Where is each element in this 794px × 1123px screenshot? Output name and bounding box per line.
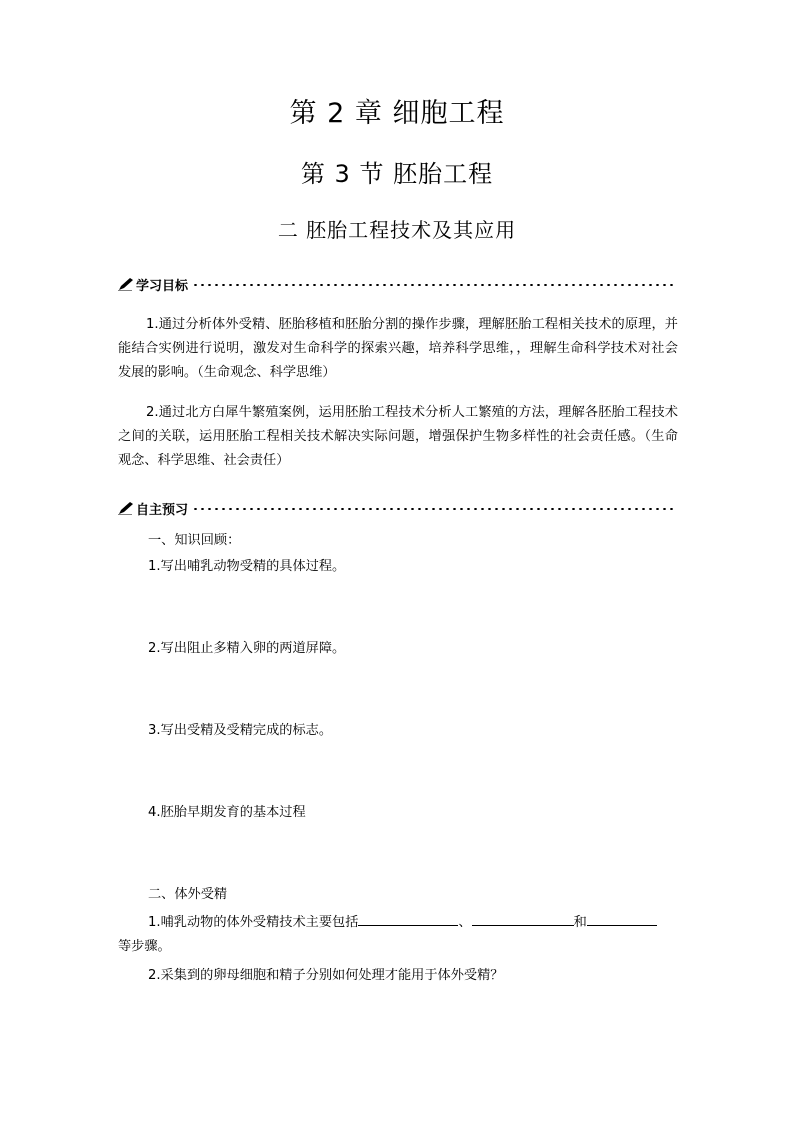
ivf-q1-continuation: 等步骤。 [118,939,171,954]
self-preview-header [118,499,674,517]
ivf-title: 二、体外受精 [148,887,228,902]
pen-icon [118,277,134,291]
goal-item-1: 1.通过分析体外受精、胚胎移植和胚胎分割的操作步骤，理解胚胎工程相关技术的原理，并能结合实例进行说明，激发对生命科学的探索兴趣，培养科学思维，，理解生命科学技术对社会发展的影响。（生命观念、科学思维） [118,317,678,380]
fill-blank-3[interactable] [587,911,657,926]
ivf-question-1 [148,911,657,933]
learning-goals-heading: 学习目标 [136,278,189,294]
ivf-q1-separator: 、 [458,915,472,930]
pen-icon [118,501,134,515]
dotted-rule [192,508,674,510]
section-title: 第 3 节 胚胎工程 [300,160,494,188]
review-title: 一、知识回顾： [148,533,241,548]
ivf-q1-text: 1.哺乳动物的体外受精技术主要包括 [148,915,359,930]
dotted-rule [192,284,674,286]
fill-blank-2[interactable] [472,911,574,926]
question-1: 1.写出哺乳动物受精的具体过程。 [148,559,346,574]
goal-item-2: 2.通过北方白犀牛繁殖案例，运用胚胎工程技术分析人工繁殖的方法，理解各胚胎工程技术之间的关联，运用胚胎工程相关技术解决实际问题，增强保护生物多样性的社会责任感。（生命观念、科学思维、社会责任） [118,405,678,468]
question-4: 4.胚胎早期发育的基本过程 [148,805,306,820]
fill-blank-1[interactable] [358,911,458,926]
question-3: 3.写出受精及受精完成的标志。 [148,723,333,738]
ivf-question-2: 2.采集到的卵母细胞和精子分别如何处理才能用于体外受精？ [148,968,504,983]
ivf-q1-and: 和 [573,915,587,930]
self-preview-heading: 自主预习 [136,502,189,518]
learning-goals-header [118,275,674,293]
subsection-title: 二 胚胎工程技术及其应用 [277,218,517,242]
question-2: 2.写出阻止多精入卵的两道屏障。 [148,641,346,656]
chapter-title: 第 2 章 细胞工程 [289,98,505,129]
